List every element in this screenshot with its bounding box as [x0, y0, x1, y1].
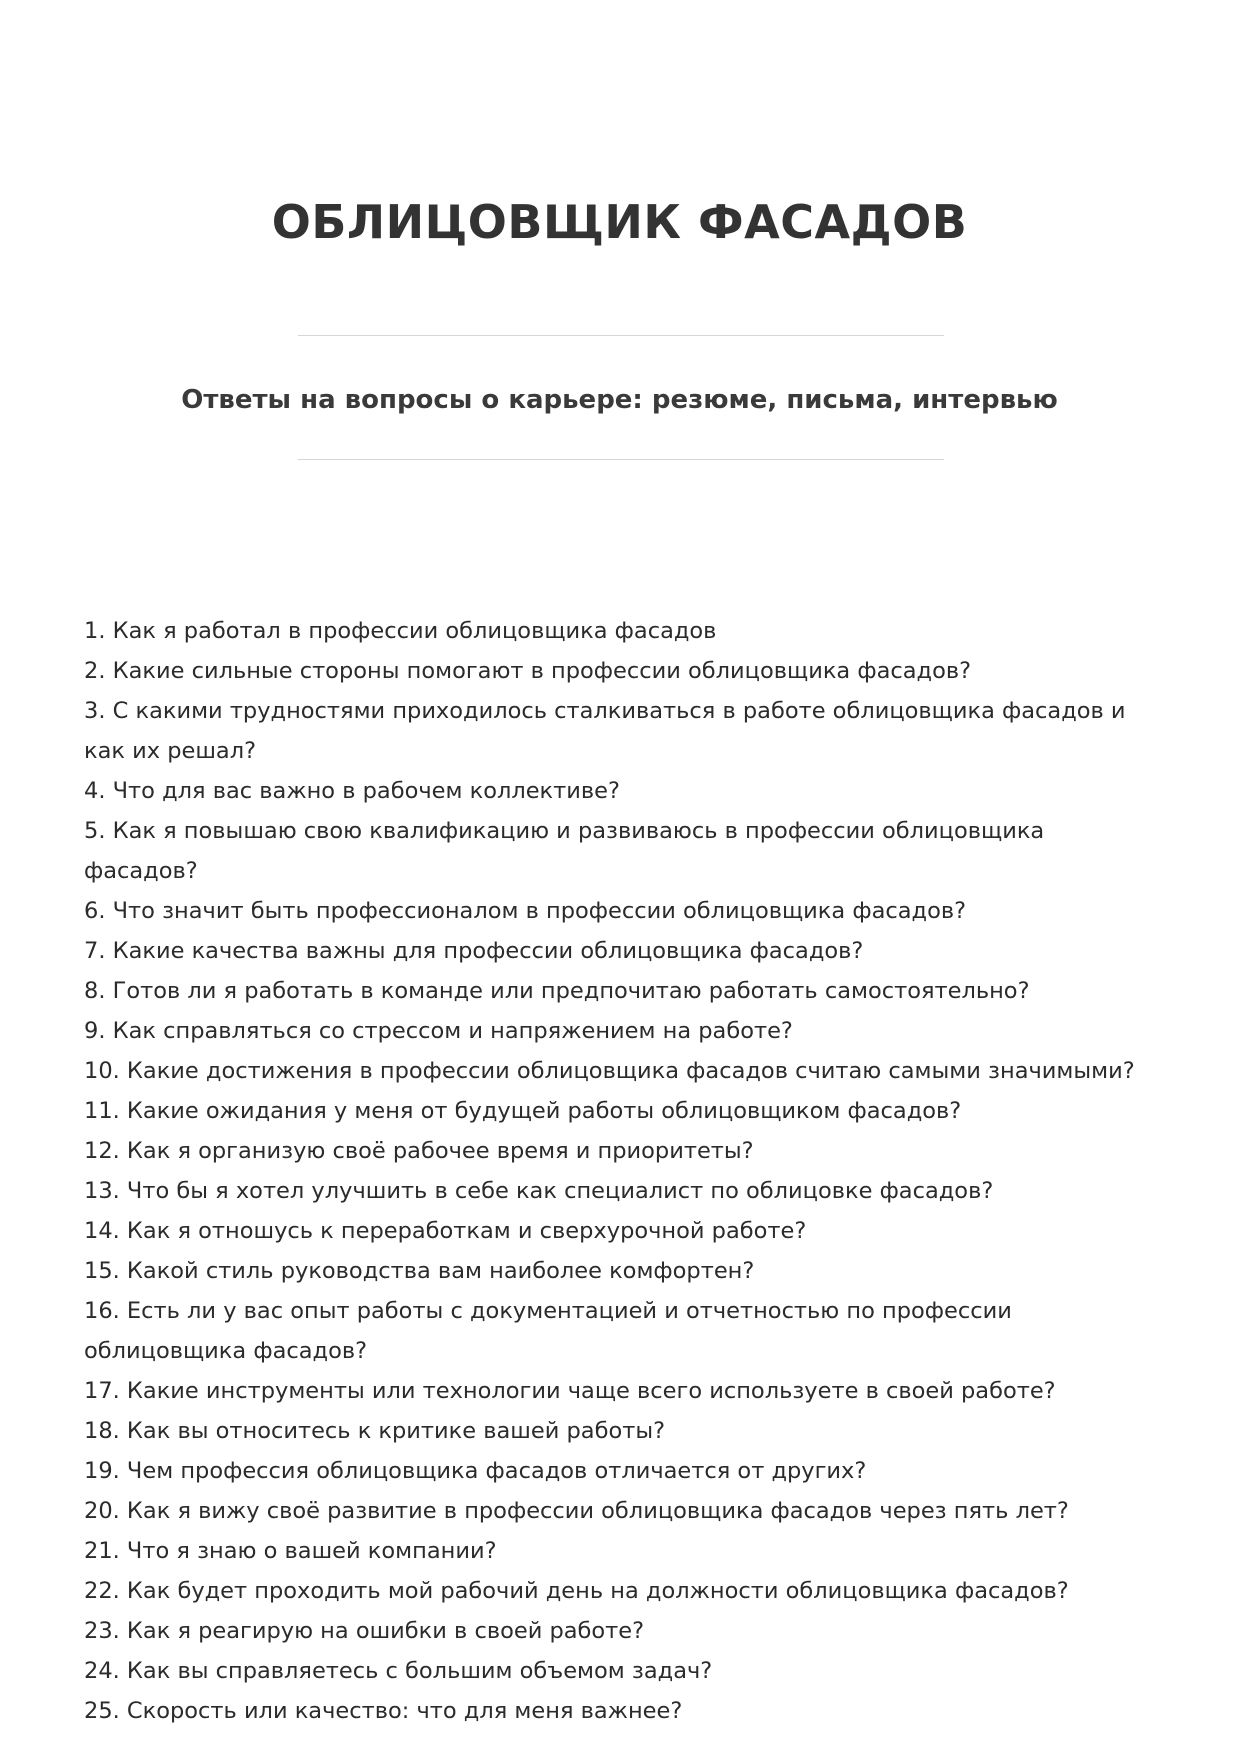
question-item: 3. С какими трудностями приходилось сталкиваться в работе облицовщика фасадов и как их решал?: [84, 698, 1126, 764]
question-item: 8. Готов ли я работать в команде или предпочитаю работать самостоятельно?: [84, 978, 1030, 1004]
divider-top: [298, 335, 944, 336]
question-item: 11. Какие ожидания у меня от будущей работы облицовщиком фасадов?: [84, 1098, 962, 1124]
question-item: 15. Какой стиль руководства вам наиболее комфортен?: [84, 1258, 755, 1284]
question-item: 1. Как я работал в профессии облицовщика фасадов: [84, 618, 717, 644]
question-item: 17. Какие инструменты или технологии чаще всего используете в своей работе?: [84, 1378, 1056, 1404]
question-item: 24. Как вы справляетесь с большим объемом задач?: [84, 1658, 713, 1684]
page-title: ОБЛИЦОВЩИК ФАСАДОВ: [271, 195, 968, 249]
question-item: 25. Скорость или качество: что для меня важнее?: [84, 1698, 683, 1724]
question-item: 22. Как будет проходить мой рабочий день на должности облицовщика фасадов?: [84, 1578, 1069, 1604]
question-item: 6. Что значит быть профессионалом в профессии облицовщика фасадов?: [84, 898, 967, 924]
question-item: 12. Как я организую своё рабочее время и приоритеты?: [84, 1138, 754, 1164]
question-item: 9. Как справляться со стрессом и напряжением на работе?: [84, 1018, 793, 1044]
questions-list: [84, 611, 1164, 1731]
question-item: 20. Как я вижу своё развитие в профессии облицовщика фасадов через пять лет?: [84, 1498, 1069, 1524]
question-item: 23. Как я реагирую на ошибки в своей работе?: [84, 1618, 645, 1644]
divider-bottom: [298, 459, 944, 460]
question-item: 7. Какие качества важны для профессии облицовщика фасадов?: [84, 938, 864, 964]
page-subtitle: Ответы на вопросы о карьере: резюме, письма, интервью: [181, 385, 1058, 415]
question-item: 18. Как вы относитесь к критике вашей работы?: [84, 1418, 666, 1444]
question-item: 5. Как я повышаю свою квалификацию и развиваюсь в профессии облицовщика фасадов?: [84, 818, 1045, 884]
question-item: 13. Что бы я хотел улучшить в себе как специалист по облицовке фасадов?: [84, 1178, 994, 1204]
question-item: 21. Что я знаю о вашей компании?: [84, 1538, 497, 1564]
question-item: 14. Как я отношусь к переработкам и сверхурочной работе?: [84, 1218, 807, 1244]
question-item: 19. Чем профессия облицовщика фасадов отличается от других?: [84, 1458, 867, 1484]
question-item: 2. Какие сильные стороны помогают в профессии облицовщика фасадов?: [84, 658, 972, 684]
question-item: 10. Какие достижения в профессии облицовщика фасадов считаю самыми значимыми?: [84, 1058, 1135, 1084]
question-item: 16. Есть ли у вас опыт работы с документацией и отчетностью по профессии облицовщика фасадов?: [84, 1298, 1012, 1364]
question-item: 4. Что для вас важно в рабочем коллективе?: [84, 778, 620, 804]
